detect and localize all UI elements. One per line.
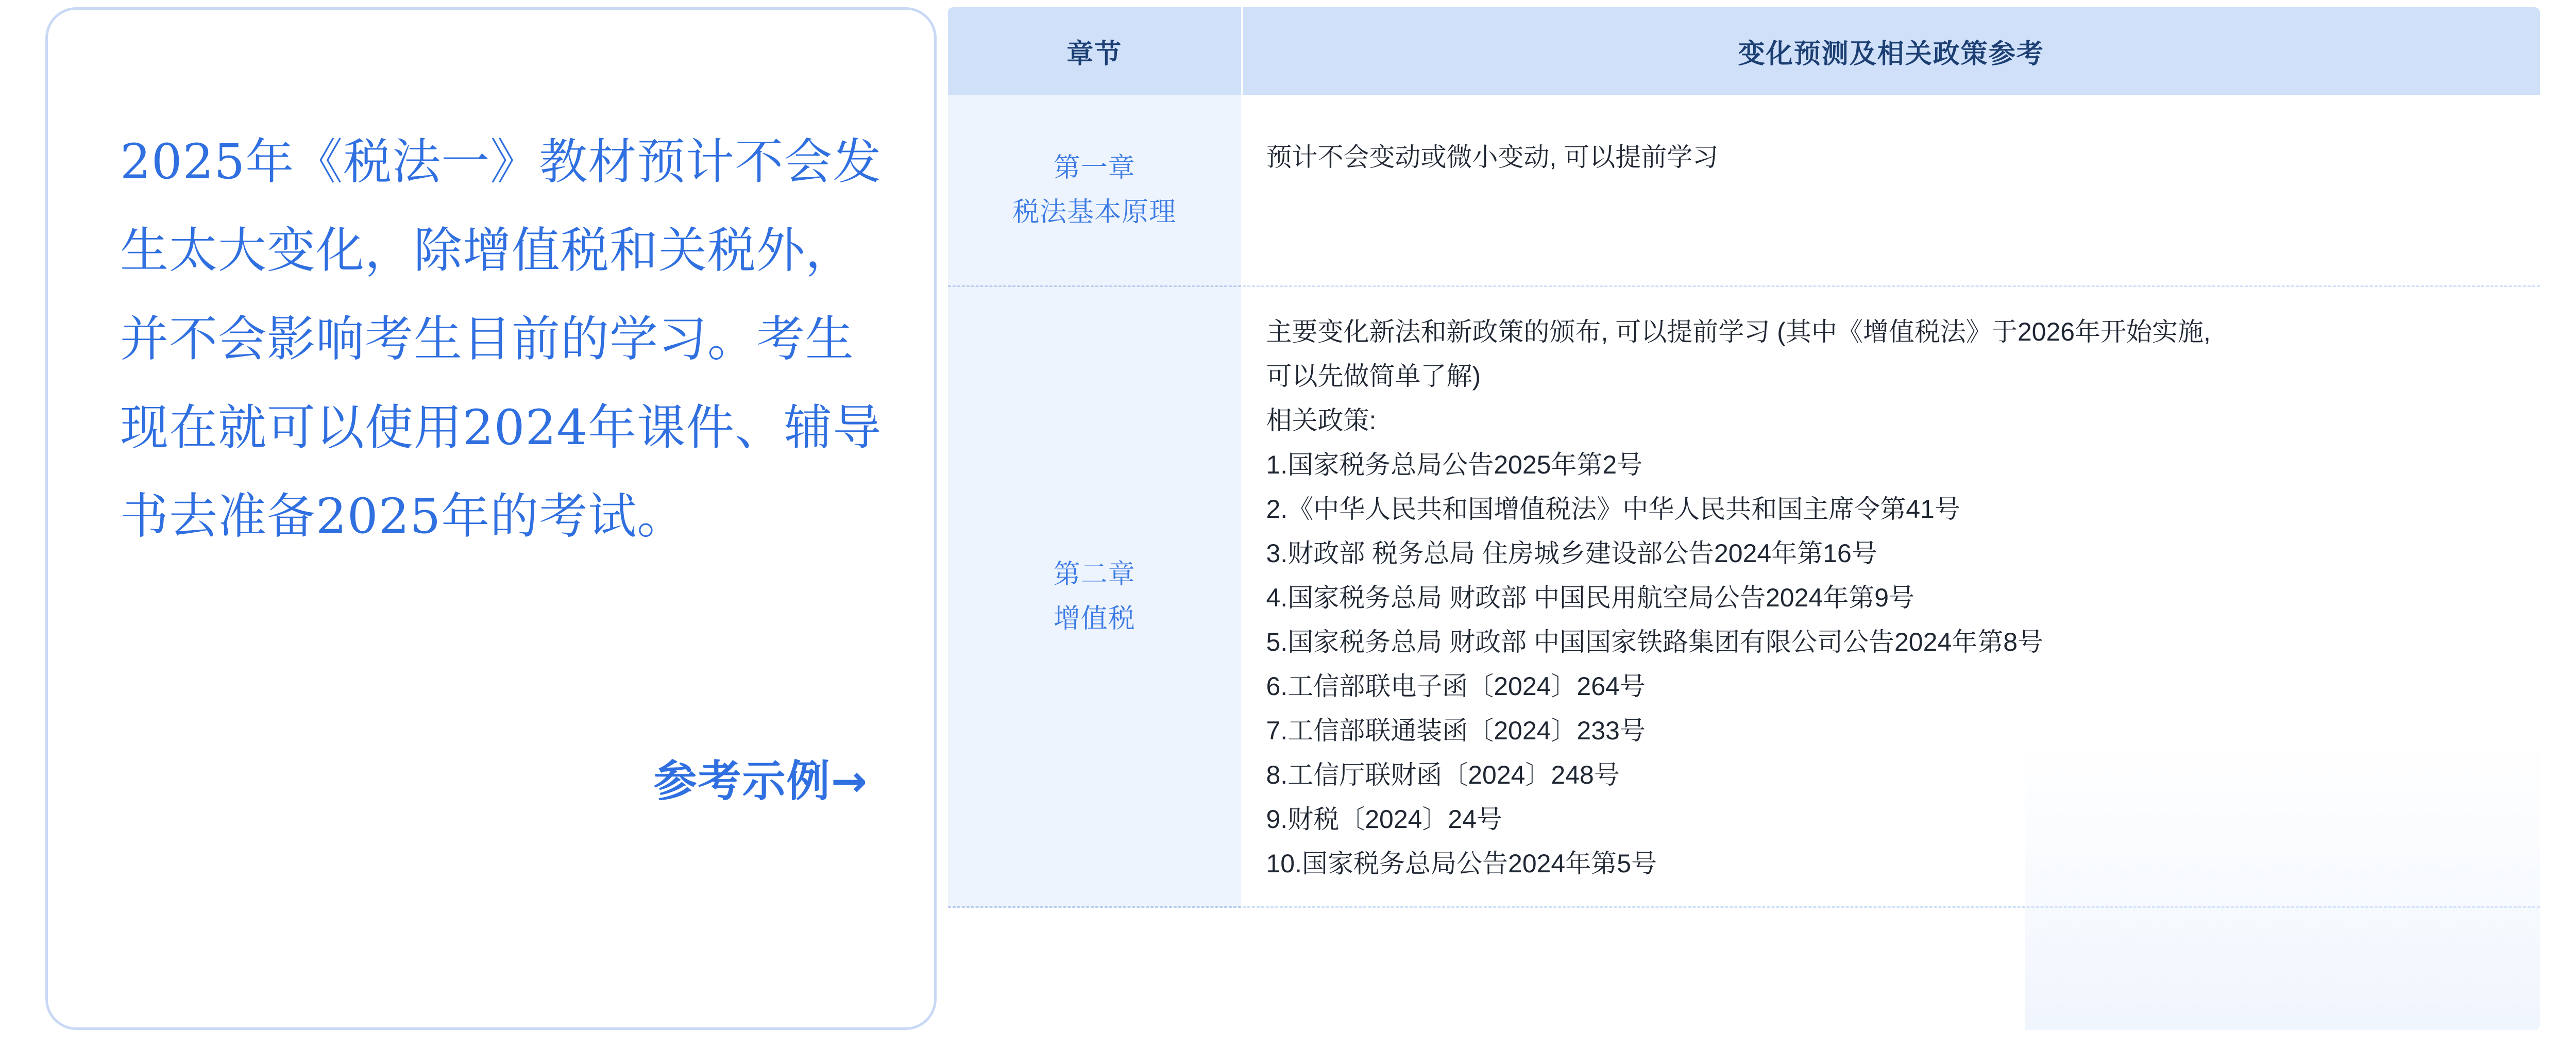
forecast-line: 4.国家税务总局 财政部 中国民用航空局公告2024年第9号 [1266, 583, 1915, 612]
section-cell [948, 286, 1242, 907]
forecast-line: 可以先做简单了解) [1266, 362, 1481, 391]
section-line: 增值税 [1053, 604, 1136, 634]
left-paragraph: 2025年《税法一》教材预计不会发生太大变化，除增值税和关税外，并不会影响考生目前的学习。考生现在就可以使用2024年课件、辅导书去准备2025年的考试。 [120, 134, 882, 545]
column-header-forecast: 变化预测及相关政策参考 [1242, 7, 2540, 95]
forecast-cell [1242, 286, 2540, 907]
forecast-line: 6.工信部联电子函〔2024〕264号 [1266, 672, 1646, 701]
forecast-line: 5.国家税务总局 财政部 中国国家铁路集团有限公司公告2024年第8号 [1266, 628, 2044, 656]
forecast-table-card [948, 7, 2540, 1030]
table-row [948, 286, 2540, 907]
forecast-line: 9.财税〔2024〕24号 [1266, 805, 1503, 834]
forecast-line: 预计不会变动或微小变动, 可以提前学习 [1266, 143, 1719, 172]
section-line: 第一章 [1053, 153, 1136, 183]
section-cell [948, 95, 1242, 286]
forecast-line: 8.工信厅联财函〔2024〕248号 [1266, 760, 1620, 789]
forecast-line: 7.工信部联通装函〔2024〕233号 [1266, 716, 1646, 745]
section-line: 第二章 [1053, 560, 1136, 589]
section-line: 税法基本原理 [1012, 197, 1177, 227]
forecast-line: 相关政策: [1266, 406, 1377, 435]
forecast-line: 3.财政部 税务总局 住房城乡建设部公告2024年第16号 [1266, 539, 1877, 568]
left-info-card [45, 7, 937, 1030]
forecast-table [948, 7, 2540, 908]
forecast-cell [1242, 95, 2540, 286]
forecast-line: 10.国家税务总局公告2024年第5号 [1266, 849, 1657, 878]
forecast-line: 主要变化新法和新政策的颁布, 可以提前学习 (其中《增值税法》于2026年开始实施, [1266, 317, 2211, 346]
column-header-section: 章节 [948, 7, 1242, 95]
forecast-line: 2.《中华人民共和国增值税法》中华人民共和国主席令第41号 [1266, 495, 1960, 523]
table-row [948, 95, 2540, 286]
forecast-line: 1.国家税务总局公告2025年第2号 [1266, 450, 1643, 479]
left-text-block [120, 118, 883, 561]
reference-example-link[interactable]: 参考示例→ [653, 756, 868, 806]
table-header-row [948, 7, 2540, 95]
